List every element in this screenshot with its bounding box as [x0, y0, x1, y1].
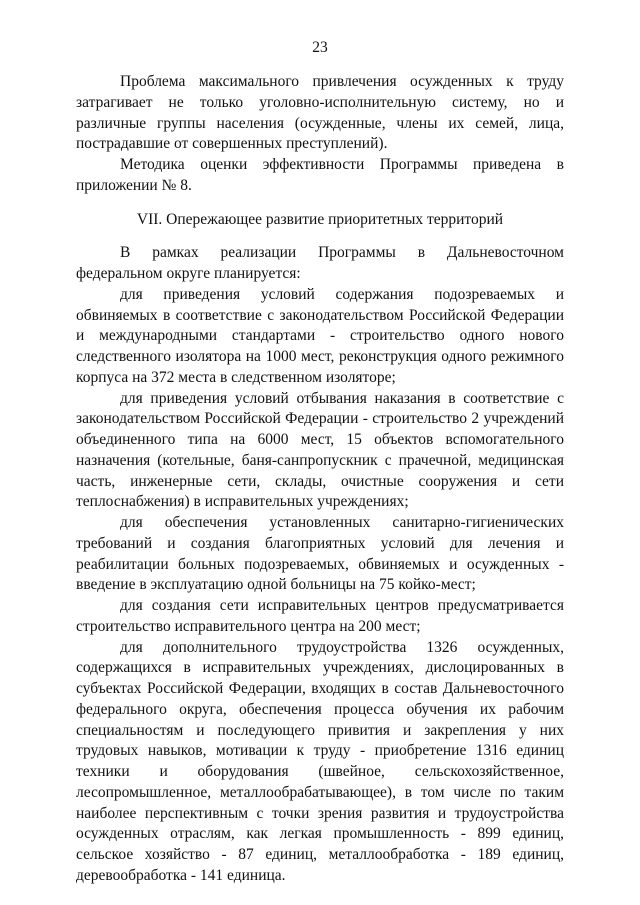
paragraph-punishment-conditions: для приведения условий отбывания наказания в соответствие с законодательством Российской Федерации - строительство 2 учреждений объединенного типа на 6000 мест, 15 объектов вспомогательного назначения (котельные, баня-санпропускник с прачечной, медицинская часть, инженерные сети, склады, очистные сооружения и сети теплоснабжения) в исправительных учреждениях;: [76, 389, 564, 511]
paragraph-employment: для дополнительного трудоустройства 1326 осужденных, содержащихся в исправительных учреждениях, дислоцированных в субъектах Российской Федерации, входящих в состав Дальневосточного федерального округа, обеспечения процесса обучения их рабочим специальностям и последующего привития и закрепления у них трудовых навыков, мотивации к труду - приобретение 1316 единиц техники и оборудования (швейное, сельскохозяйственное, лесопромышленное, металлообрабатывающее), в том числе по таким наиболее перспективным с точки зрения развития и трудоустройства осужденных отраслям, как легкая промышленность - 899 единиц, сельское хозяйство - 87 единиц, металлообработка - 189 единиц, деревообработка - 141 единица.: [76, 638, 564, 884]
paragraph-methodology: Методика оценки эффективности Программы приведена в приложении № 8.: [76, 156, 564, 194]
section-heading: VII. Опережающее развитие приоритетных территорий: [136, 210, 504, 228]
paragraph-labor-problem: Проблема максимального привлечения осужденных к труду затрагивает не только уголовно-исполнительную систему, но и различные группы населения (осужденные, члены их семей, лица, пострадавшие от совершенных преступлений).: [76, 73, 564, 153]
document-body: [76, 72, 564, 887]
paragraph-hospital: для обеспечения установленных санитарно-гигиенических требований и создания благоприятных условий для лечения и реабилитации больных подозреваемых, обвиняемых и осужденных - введение в эксплуатацию одной больницы на 75 койко-мест;: [76, 514, 564, 594]
paragraph-detention-conditions: для приведения условий содержания подозреваемых и обвиняемых в соответствие с законодательством Российской Федерации и международными стандартами - строительство одного нового следственного изолятора на 1000 мест, реконструкция одного режимного корпуса на 372 места в следственном изоляторе;: [76, 285, 564, 386]
page-number: 23: [312, 39, 328, 56]
paragraph-intro: В рамках реализации Программы в Дальневосточном федеральном округе планируется:: [76, 244, 564, 282]
paragraph-correctional-centers: для создания сети исправительных центров предусматривается строительство исправительного центра на 200 мест;: [76, 597, 564, 635]
